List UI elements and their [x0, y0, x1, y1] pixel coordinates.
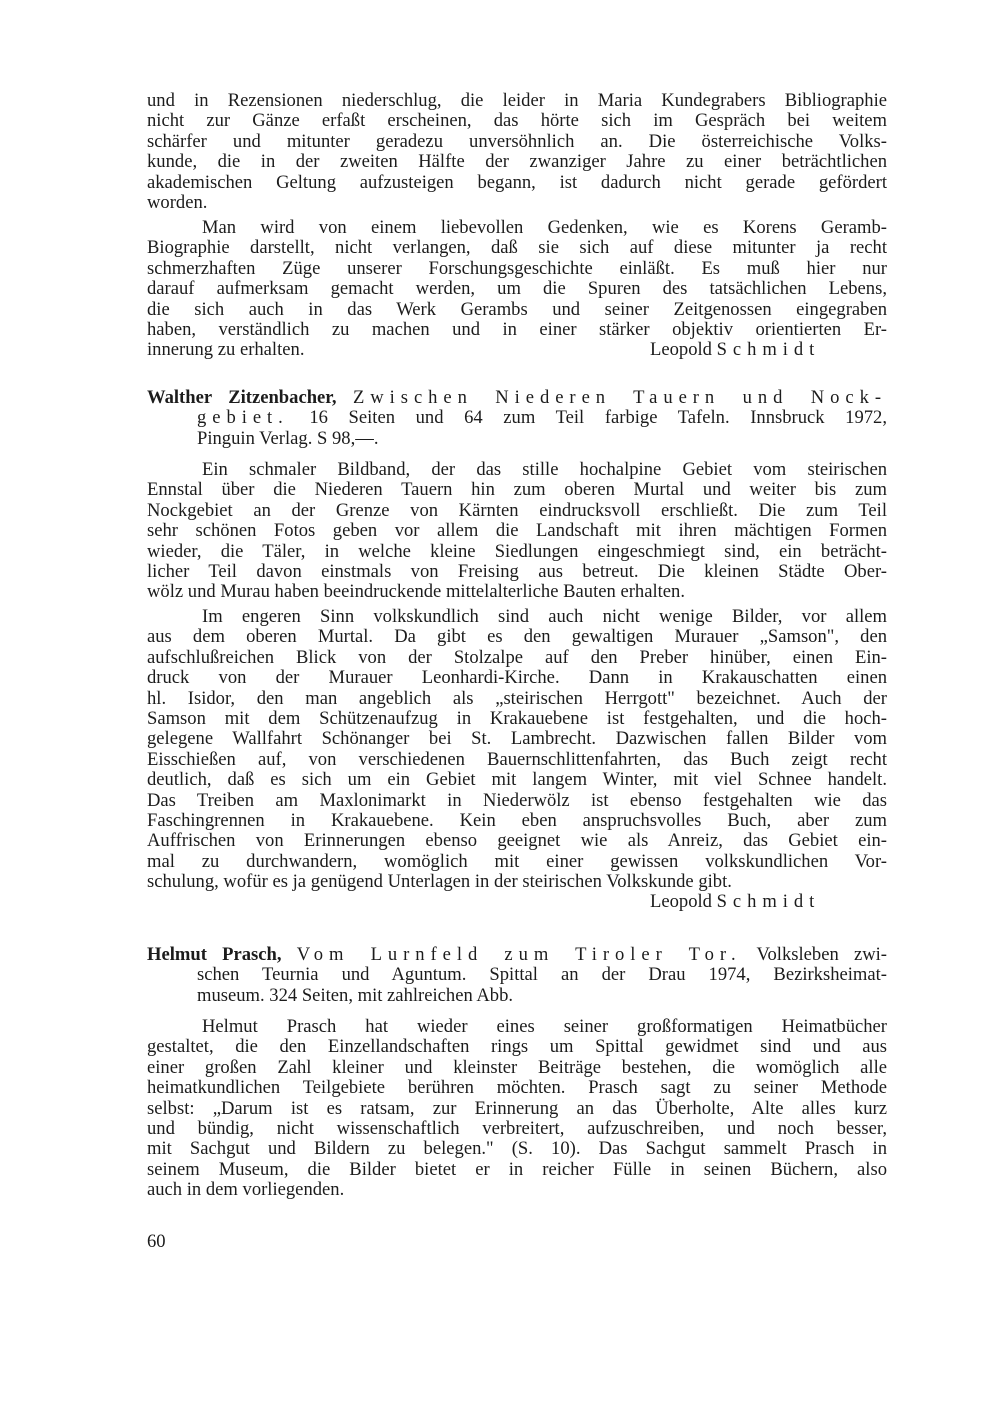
text-line: aus dem oberen Murtal. Da gibt es den gewaltigen Murauer „Samson", den — [147, 626, 887, 648]
text-line: schulung, wofür es ja genügend Unterlagen in der steirischen Volkskunde gibt. — [147, 871, 732, 893]
heading-line — [147, 408, 887, 428]
signature-first-name: Leopold — [650, 339, 712, 360]
review-title: Zwischen Niederen Tauern und Nock- — [352, 387, 887, 408]
text-line: wölz und Murau haben beeindruckende mittelalterliche Bauten erhalten. — [147, 581, 685, 603]
text-line: gelegene Wallfahrt Schönanger bei St. Lambrecht. Dazwischen fallen Bilder vom — [147, 728, 887, 750]
text-line: Das Treiben am Maxlonimarkt in Niederwölz ist ebenso festgehalten wie das — [147, 789, 887, 811]
text-line: mit Sachgut und Bildern zu belegen." (S. 10). Das Sachgut sammelt Prasch in — [147, 1138, 887, 1160]
text-line: licher Teil davon einstmals von Freising aus betreut. Die kleinen Städte Ober- — [147, 560, 887, 582]
paragraph-3 — [147, 460, 887, 603]
text-line: und in Rezensionen niederschlug, die leider in Maria Kundegrabers Bibliographie — [147, 90, 887, 111]
paragraph-5 — [147, 1017, 887, 1201]
text-line: Ennstal über die Niederen Tauern hin zum oberen Murtal und weiter bis zum — [147, 479, 887, 501]
signature-1 — [650, 340, 887, 360]
text-line: schmerzhaften Züge unserer Forschungsgeschichte einläßt. Es muß hier nur — [147, 257, 887, 279]
review-author: Walther Zitzenbacher, — [147, 387, 337, 408]
signature-2 — [650, 892, 887, 912]
text-line: Faschingrennen in Krakauebene. Kein eben anspruchsvolles Buch, aber zum — [147, 809, 887, 831]
text-line: wieder, die Täler, in welche kleine Siedlungen eingeschmiegt sind, ein beträcht- — [147, 540, 887, 562]
page-number: 60 — [147, 1231, 166, 1252]
review-details: Volksleben zwi- — [756, 944, 888, 965]
text-line: und bündig, nicht wissenschaftlich verbreitert, aufzuschreiben, und noch besser, — [147, 1117, 887, 1139]
text-line: worden. — [147, 191, 208, 213]
text-line: darauf aufmerksam gemacht werden, um die Spuren des tatsächlichen Lebens, — [147, 278, 887, 300]
text-line: die sich auch in das Werk Gerambs und seiner Zeitgenossen eingegraben — [147, 298, 887, 320]
text-line: akademischen Geltung aufzusteigen begann, ist dadurch nicht gerade gefördert — [147, 171, 887, 193]
text-line: schärfer und mitunter geradezu unversöhnlich an. Die österreichische Volks- — [147, 130, 887, 152]
heading-line — [147, 986, 887, 1006]
review-details: 16 Seiten und 64 zum Teil farbige Tafeln. Innsbruck 1972, — [309, 407, 887, 429]
text-line: innerung zu erhalten. — [147, 339, 305, 361]
heading-line — [147, 429, 887, 449]
text-line: Im engeren Sinn volkskundlich sind auch nicht wenige Bilder, vor allem — [202, 606, 887, 627]
text-line: Nockgebiet an der Grenze von Kärnten eindrucksvoll erschließt. Die zum Teil — [147, 499, 887, 521]
signature-first-name: Leopold — [650, 891, 712, 912]
review-title: Vom Lurnfeld zum Tiroler Tor. — [296, 944, 742, 965]
text-line: gestaltet, die den Einzellandschaften rings um Spittal gewidmet sind und aus — [147, 1036, 887, 1058]
signature-last-name: Schmidt — [716, 891, 821, 912]
review-details: schen Teurnia und Aguntum. Spittal an der Drau 1974, Bezirksheimat- — [197, 964, 887, 986]
review-details: museum. 324 Seiten, mit zahlreichen Abb. — [197, 984, 514, 1006]
text-line: Eisschießen auf, von verschiedenen Bauernschlittenfahrten, das Buch zeigt recht — [147, 748, 887, 770]
text-line: hl. Isidor, den man angeblich als „steirischen Herrgott" bezeichnet. Auch der — [147, 687, 887, 709]
heading-line — [147, 388, 887, 408]
text-line: auch in dem vorliegenden. — [147, 1179, 345, 1201]
review-title: gebiet. — [197, 407, 289, 429]
text-line: seinem Museum, die Bilder bietet er in reicher Fülle in seinen Büchern, also — [147, 1158, 887, 1180]
text-line: haben, verständlich zu machen und in einer stärker objektiv orientierten Er- — [147, 318, 887, 340]
text-line: Auffrischen von Erinnerungen ebenso geeignet wie als Anreiz, das Gebiet ein- — [147, 830, 887, 852]
heading-line — [147, 965, 887, 985]
review-details: Pinguin Verlag. S 98,—. — [197, 427, 379, 449]
text-line: selbst: „Darum ist es ratsam, zur Erinnerung an das Überholte, Alte alles kurz — [147, 1097, 887, 1119]
text-line: druck von der Murauer Leonhardi-Kirche. Dann in Krakauschatten einen — [147, 667, 887, 689]
text-line: Helmut Prasch hat wieder eines seiner großformatigen Heimatbücher — [202, 1016, 887, 1037]
signature-last-name: Schmidt — [716, 339, 821, 360]
review-1-heading — [147, 388, 887, 449]
text-line: Biographie darstellt, nicht verlangen, daß sie sich auf diese mitunter ja recht — [147, 237, 887, 259]
review-author: Helmut Prasch, — [147, 944, 282, 965]
review-2-heading — [147, 945, 887, 1006]
text-line: Man wird von einem liebevollen Gedenken, wie es Korens Geramb- — [202, 217, 887, 238]
text-line: einer großen Zahl kleiner und kleinster Beiträge bestehen, die womöglich alle — [147, 1056, 887, 1078]
text-line: Ein schmaler Bildband, der das stille hochalpine Gebiet vom steirischen — [202, 459, 887, 480]
paragraph-1 — [147, 91, 887, 213]
text-line: heimatkundlichen Teilgebiete berühren möchten. Prasch sagt zu seiner Methode — [147, 1077, 887, 1099]
paragraph-4 — [147, 607, 887, 892]
text-line: sehr schönen Fotos geben vor allem die Landschaft mit ihren mächtigen Formen — [147, 520, 887, 542]
text-line: nicht zur Gänze erfaßt erscheinen, das hörte sich im Gespräch bei weitem — [147, 110, 887, 132]
text-line: deutlich, daß es sich um ein Gebiet mit langem Winter, mit viel Schnee handelt. — [147, 769, 887, 791]
text-line: aufschlußreichen Blick von der Stolzalpe auf den Preber hinüber, einen Ein- — [147, 646, 887, 668]
heading-line — [147, 945, 887, 965]
text-line: Samson mit dem Schützenaufzug in Krakauebene ist festgehalten, und die hoch- — [147, 707, 887, 729]
text-line: mal zu durchwandern, womöglich mit einer gewissen volkskundlichen Vor- — [147, 850, 887, 872]
text-line: kunde, die in der zweiten Hälfte der zwanziger Jahre zu einer beträchtlichen — [147, 151, 887, 173]
